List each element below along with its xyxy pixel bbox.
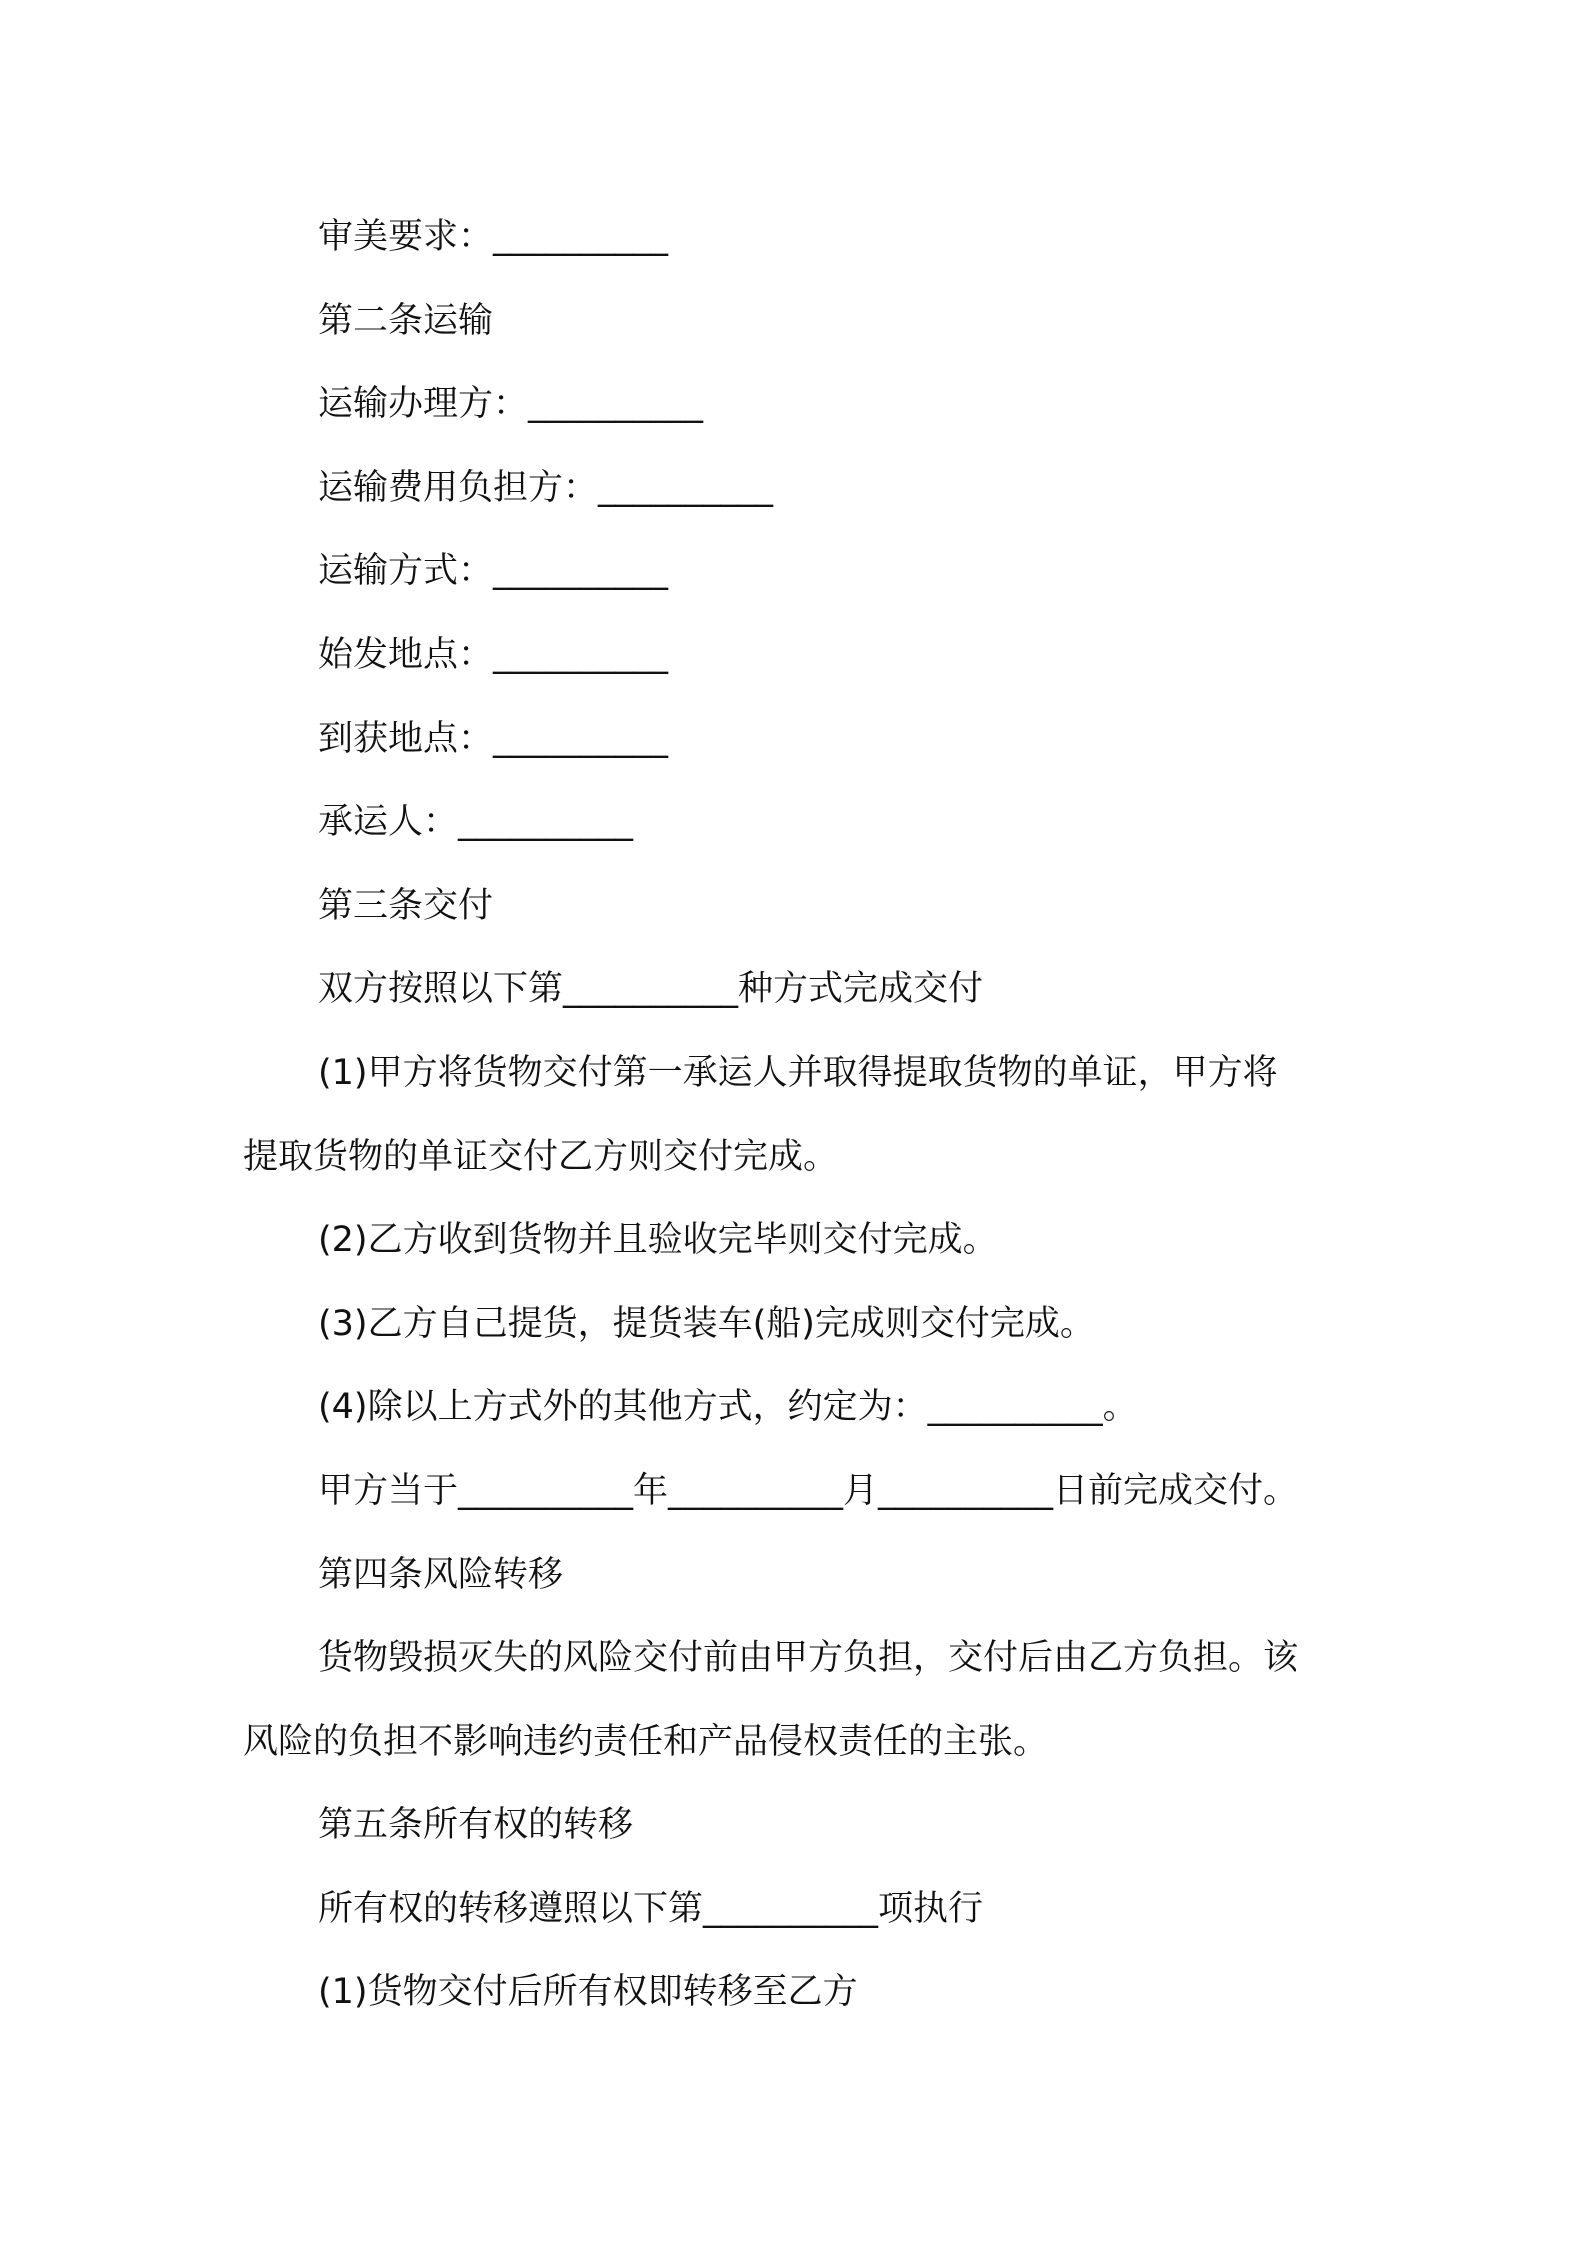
- ownership-transfer-choice-line: 所有权的转移遵照以下第__________项执行: [318, 1888, 984, 1929]
- transport-method-line: 运输方式：__________: [318, 551, 669, 592]
- origin-location-line: 始发地点：__________: [318, 634, 669, 675]
- delivery-option-3-line: (3)乙方自己提货，提货装车(船)完成则交付完成。: [318, 1303, 1095, 1344]
- delivery-option-1-line: (1)甲方将货物交付第一承运人并取得提取货物的单证，甲方将: [318, 1052, 1278, 1093]
- ownership-option-1-line: (1)货物交付后所有权即转移至乙方: [318, 1972, 858, 2013]
- transport-handler-line: 运输办理方：__________: [318, 384, 704, 425]
- destination-location-line: 到获地点：__________: [318, 718, 669, 759]
- document-body: [243, 196, 1363, 2035]
- delivery-option-2-line: (2)乙方收到货物并且验收完毕则交付完成。: [318, 1220, 998, 1261]
- aesthetic-requirement-line: 审美要求：__________: [318, 217, 669, 257]
- article-5-heading: 第五条所有权的转移: [318, 1805, 634, 1846]
- delivery-date-line: 甲方当于__________年__________月__________日前完成交付。: [318, 1470, 1299, 1511]
- article-2-heading: 第二条运输: [318, 300, 494, 341]
- risk-transfer-paragraph: 货物毁损灭失的风险交付前由甲方负担，交付后由乙方负担。该: [318, 1638, 1299, 1679]
- delivery-option-1-continuation: 提取货物的单证交付乙方则交付完成。: [243, 1136, 839, 1177]
- transport-cost-bearer-line: 运输费用负担方：__________: [318, 467, 774, 508]
- article-3-heading: 第三条交付: [318, 885, 494, 926]
- delivery-option-4-line: (4)除以上方式外的其他方式，约定为：__________。: [318, 1387, 1138, 1428]
- article-4-heading: 第四条风险转移: [318, 1554, 564, 1595]
- delivery-method-choice-line: 双方按照以下第__________种方式完成交付: [318, 969, 984, 1010]
- carrier-line: 承运人：__________: [318, 802, 634, 843]
- risk-transfer-continuation: 风险的负担不影响违约责任和产品侵权责任的主张。: [243, 1721, 1049, 1762]
